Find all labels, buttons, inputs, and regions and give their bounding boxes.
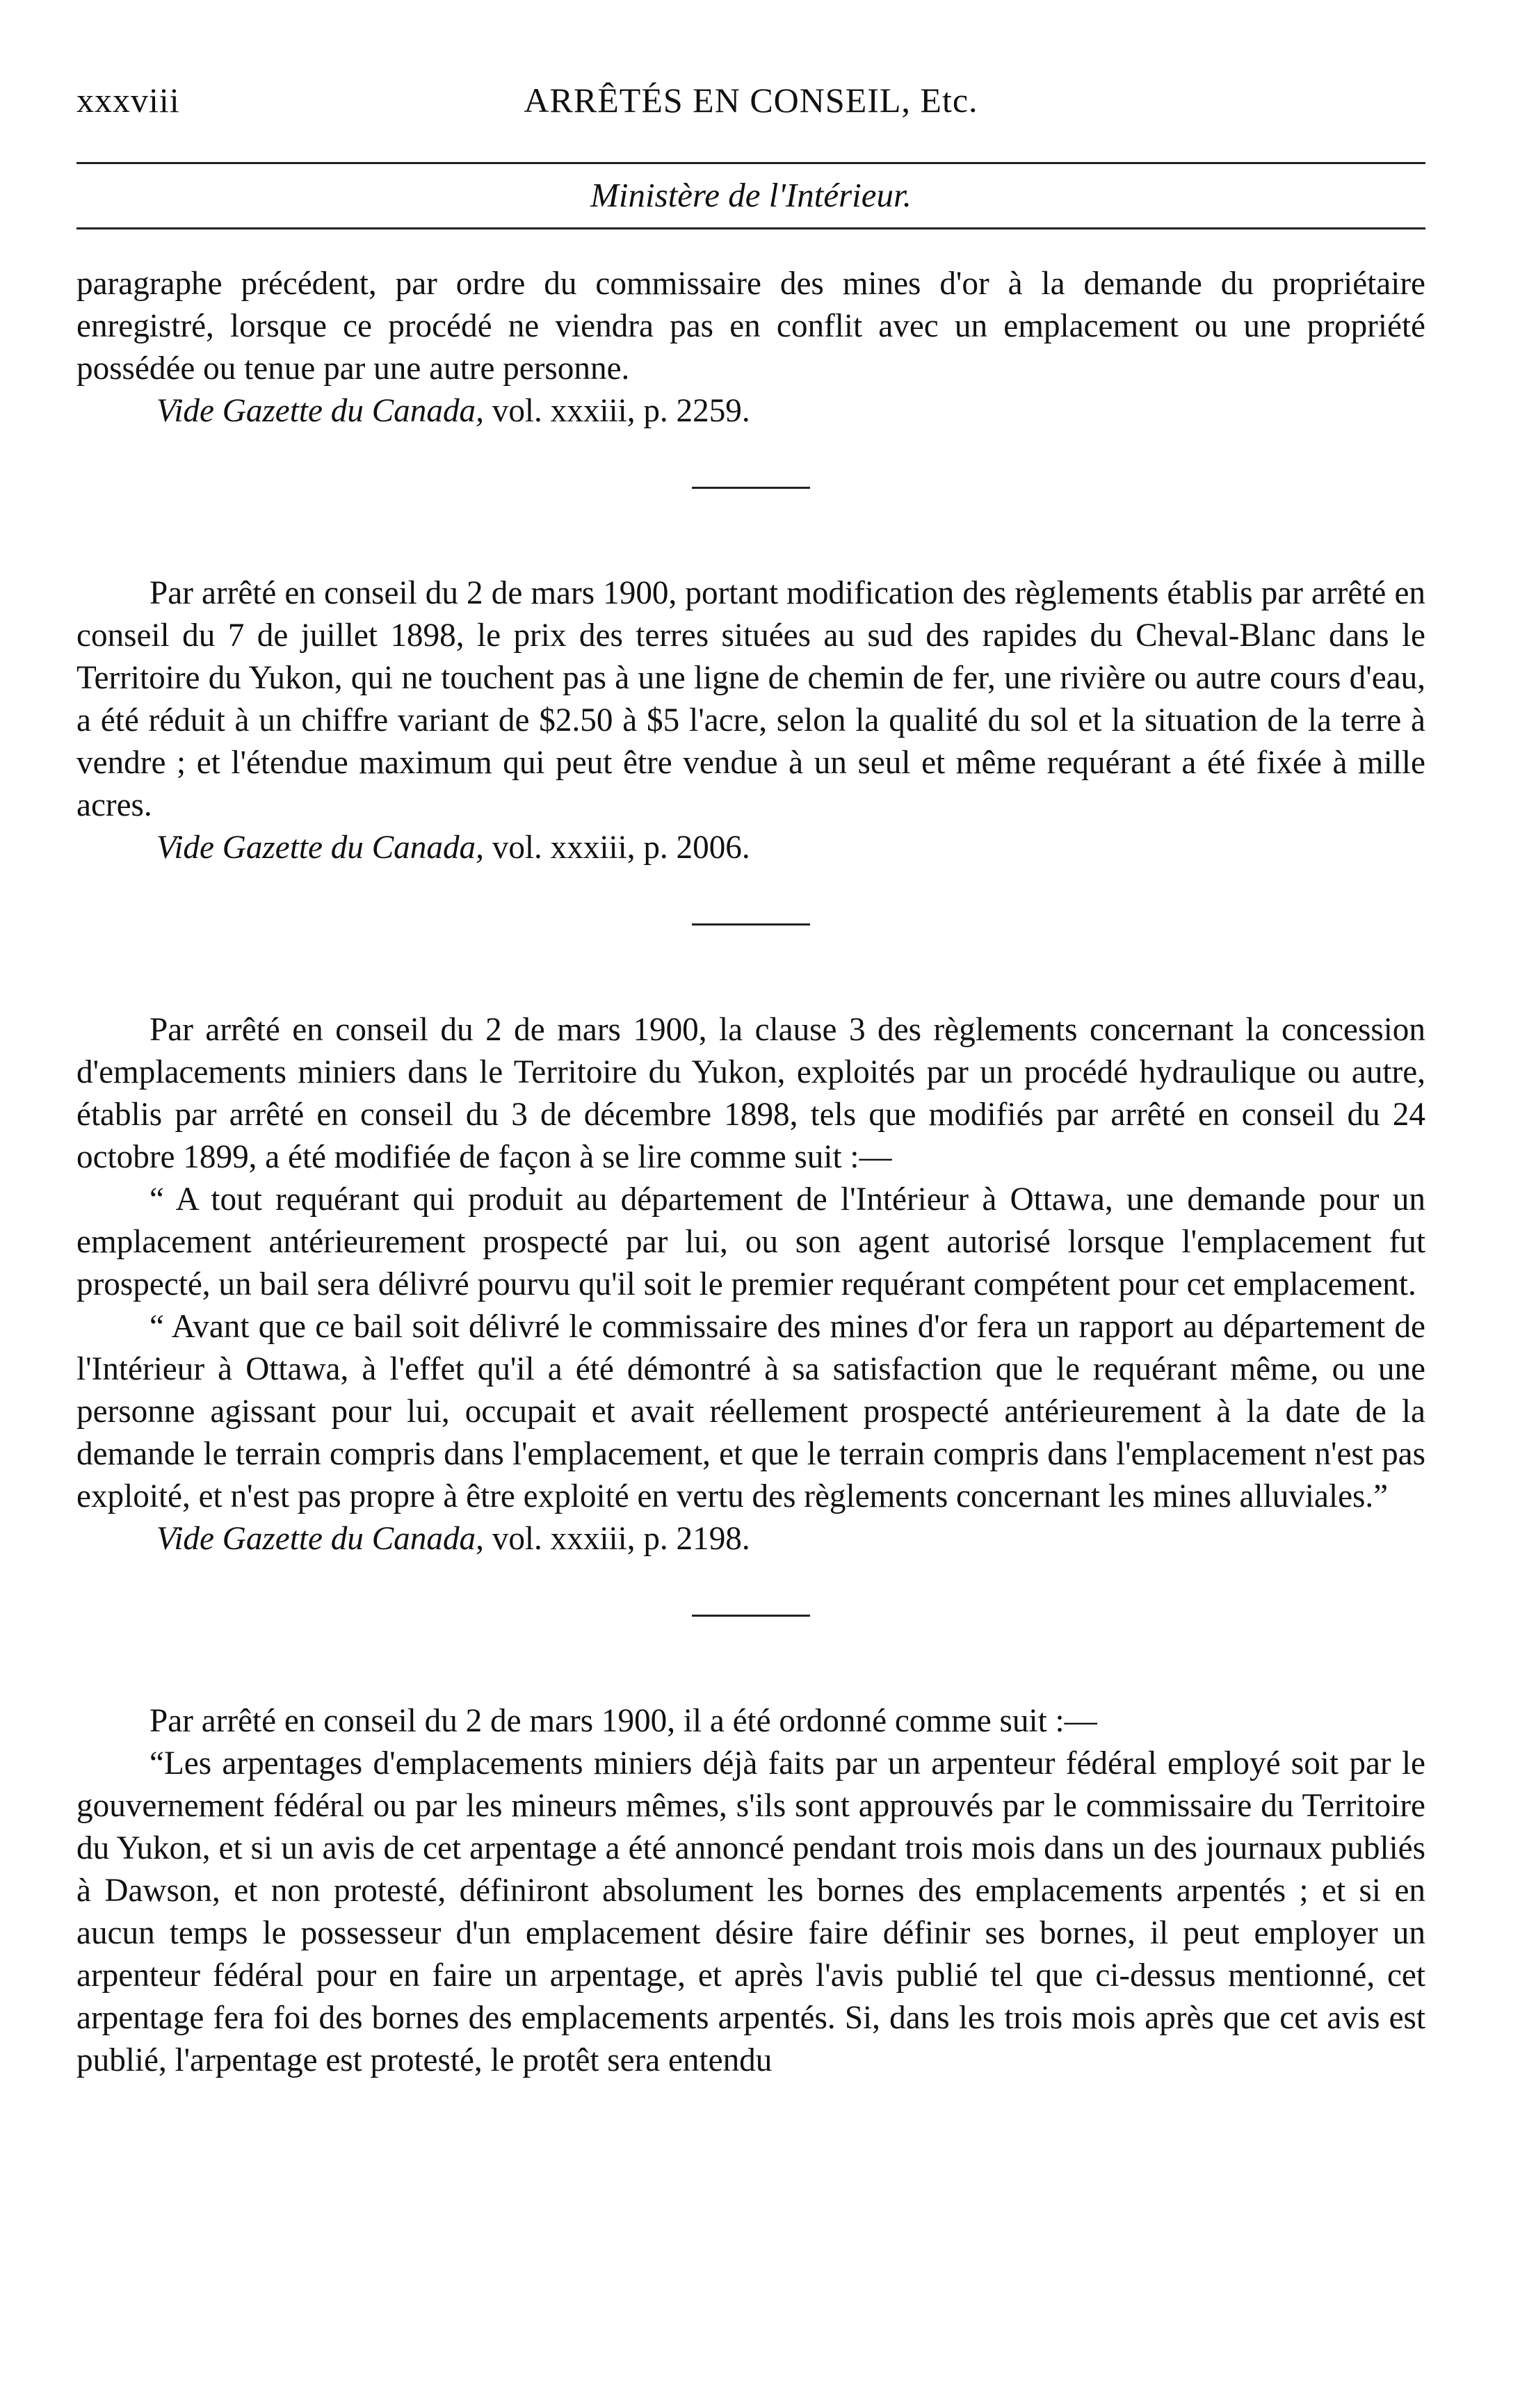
section-1	[76, 263, 1425, 433]
section-separator	[692, 1615, 810, 1617]
gazette-reference	[76, 1518, 1425, 1560]
gazette-reference	[76, 390, 1425, 433]
running-title: ARRÊTÉS EN CONSEIL, Etc.	[524, 81, 978, 120]
header-rule-bottom	[76, 227, 1425, 229]
section-separator	[692, 923, 810, 926]
section-4	[76, 1700, 1425, 2082]
reference-italic: Vide Gazette du Canada,	[156, 830, 484, 866]
quoted-paragraph: “ A tout requérant qui produit au département de l'Intérieur à Ottawa, une demande pour un emplacement antérieurement prospecté par lui, ou son agent autorisé lorsque l'emplacement fut prospecté, un bail sera délivré pourvu qu'il soit le premier requérant compétent pour cet emplacement.	[76, 1181, 1425, 1302]
quoted-paragraph: “ Avant que ce bail soit délivré le commissaire des mines d'or fera un rapport au département de l'Intérieur à Ottawa, à l'effet qu'il a été démontré à sa satisfaction que le requérant même, ou une personne agissant pour lui, occupait et avait réellement prospecté antérieurement à la date de la demande le terrain compris dans l'emplacement, et que le terrain compris dans l'emplacement n'est pas exploité, et n'est pas propre à être exploité en vertu des règlements concernant les mines alluviales.”	[76, 1309, 1425, 1514]
paragraph: Par arrêté en conseil du 2 de mars 1900, la clause 3 des règlements concernant la concession d'emplacements miniers dans le Territoire du Yukon, exploités par un procédé hydraulique ou autre, établis par arrêté en conseil du 3 de décembre 1898, tels que modifiés par arrêté en conseil du 24 octobre 1899, a été modifiée de façon à se lire comme suit :—	[76, 1012, 1425, 1175]
section-3	[76, 1009, 1425, 1560]
reference-italic: Vide Gazette du Canada,	[156, 1521, 484, 1557]
quoted-paragraph: “Les arpentages d'emplacements miniers déjà faits par un arpenteur fédéral employé soit par le gouvernement fédéral ou par les mineurs mêmes, s'ils sont approuvés par le commissaire du Territoire du Yukon, et si un avis de cet arpentage a été annoncé pendant trois mois dans un des journaux publiés à Dawson, et non protesté, définiront absolument les bornes des emplacements arpentés ; et si en aucun temps le possesseur d'un emplacement désire faire définir ses bornes, il peut employer un arpenteur fédéral pour en faire un arpentage, et après l'avis publié tel que ci-dessus mentionné, cet arpentage fera foi des bornes des emplacements arpentés. Si, dans les trois mois après que cet avis est publié, l'arpentage est protesté, le protêt sera entendu	[76, 1745, 1425, 2078]
reference-volume: vol. xxxiii, p. 2259.	[483, 393, 750, 429]
reference-italic: Vide Gazette du Canada,	[156, 393, 484, 429]
reference-volume: vol. xxxiii, p. 2006.	[483, 830, 750, 866]
paragraph: paragraphe précédent, par ordre du commissaire des mines d'or à la demande du propriétaire enregistré, lorsque ce procédé ne viendra pas en conflit avec un emplacement ou une propriété possédée ou tenue par une autre personne.	[76, 266, 1425, 387]
reference-volume: vol. xxxiii, p. 2198.	[483, 1521, 750, 1557]
header-rule-top	[76, 162, 1425, 164]
running-head	[76, 80, 1425, 136]
document-page	[76, 80, 1425, 2082]
page-number: xxxviii	[76, 81, 180, 120]
paragraph: Par arrêté en conseil du 2 de mars 1900, portant modification des règlements établis par arrêté en conseil du 7 de juillet 1898, le prix des terres situées au sud des rapides du Cheval-Blanc dans le Territoire du Yukon, qui ne touchent pas à une ligne de chemin de fer, une rivière ou autre cours d'eau, a été réduit à un chiffre variant de $2.50 à $5 l'acre, selon la qualité du sol et la situation de la terre à vendre ; et l'étendue maximum qui peut être vendue à un seul et même requérant a été fixée à mille acres.	[76, 575, 1425, 823]
department-heading: Ministère de l'Intérieur.	[590, 176, 912, 214]
section-2	[76, 572, 1425, 869]
paragraph: Par arrêté en conseil du 2 de mars 1900, il a été ordonné comme suit :—	[149, 1703, 1097, 1739]
body-text	[76, 263, 1425, 2082]
section-separator	[692, 487, 810, 489]
gazette-reference	[76, 827, 1425, 869]
